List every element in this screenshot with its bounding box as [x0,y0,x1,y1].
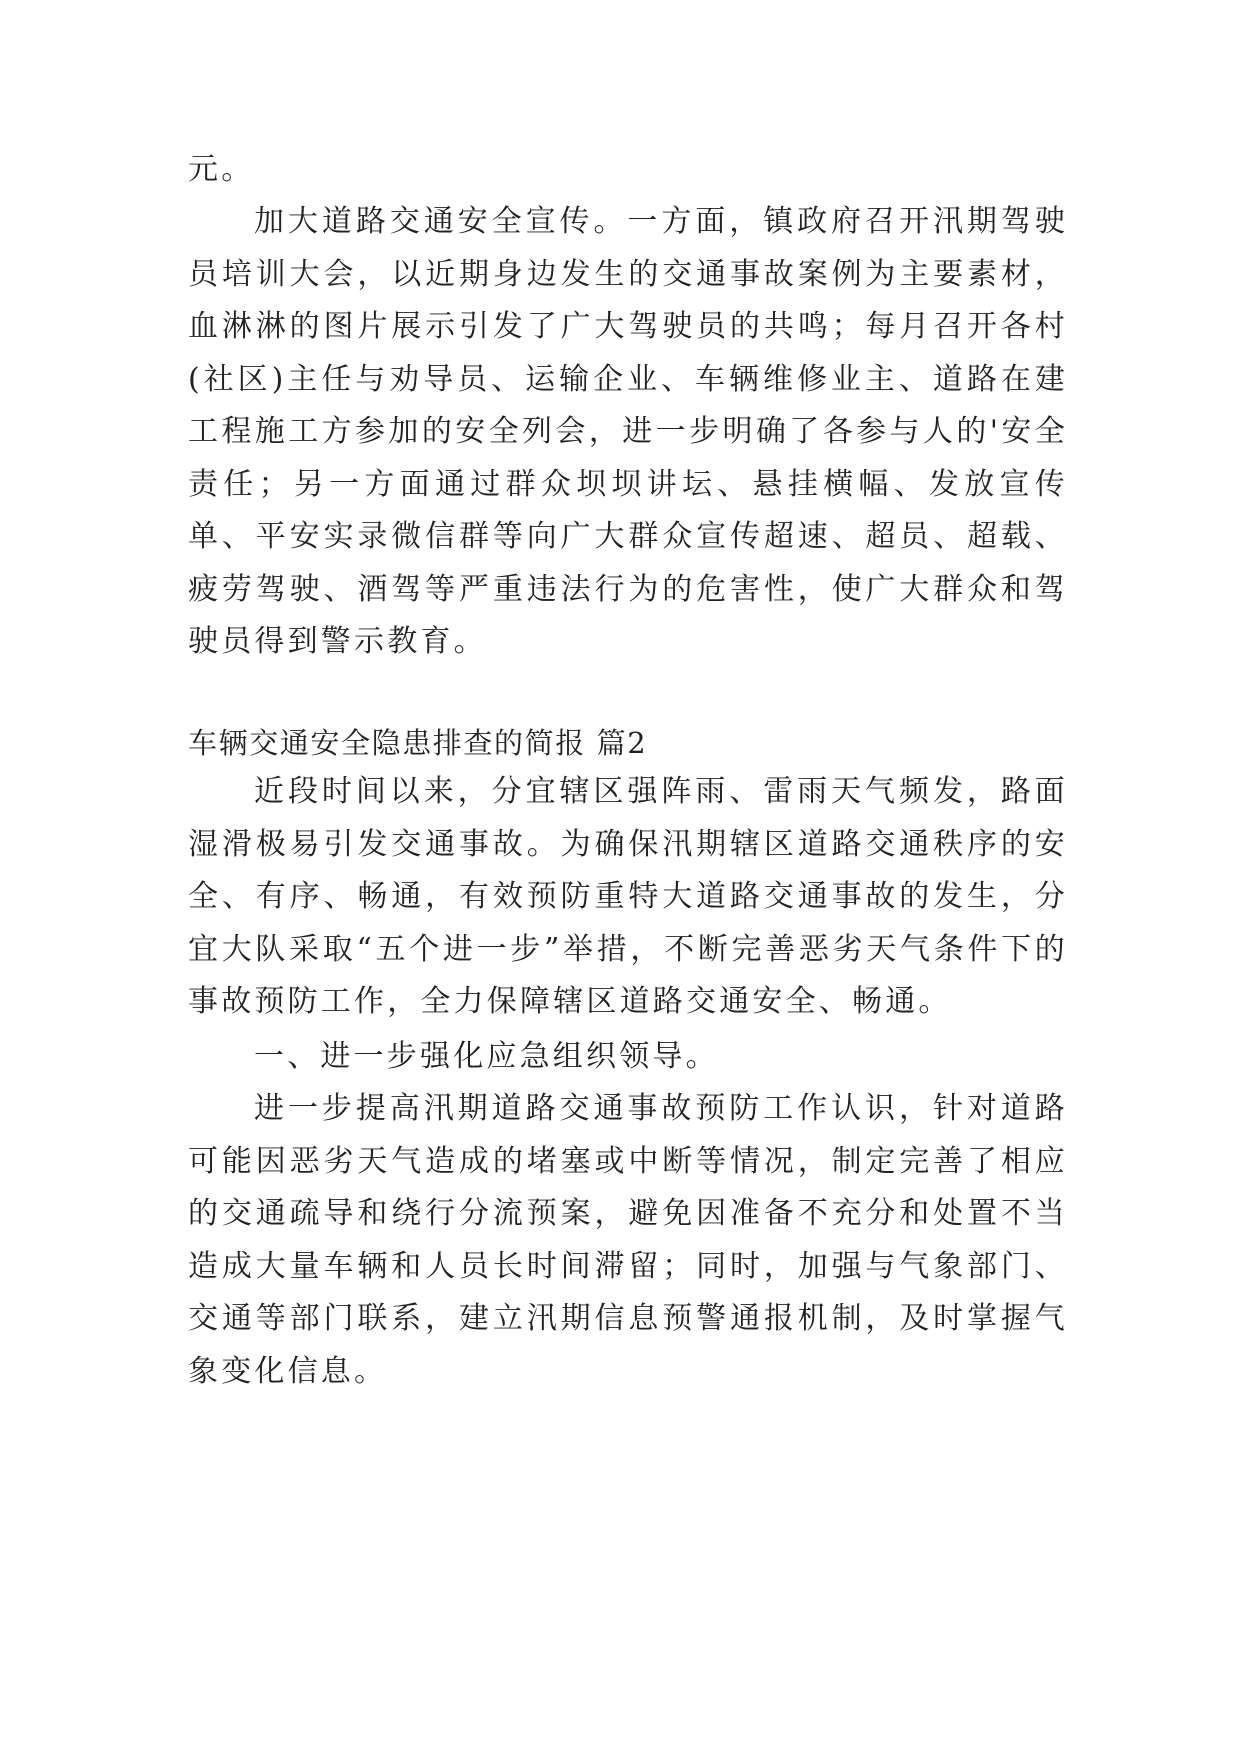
paragraph-continuation: 元。 [188,152,255,187]
paragraph-item-one-body: 进一步提高汛期道路交通事故预防工作认识，针对道路可能因恶劣天气造成的堵塞或中断等情况，制定完善了相应的交通疏导和绕行分流预案，避免因准备不充分和处置不当造成大量车辆和人员长时间滞留；同时，加强与气象部门、交通等部门联系，建立汛期信息预警通报机制，及时掌握气象变化信息。 [188,1091,1068,1389]
paragraph-item-one-title: 一、进一步强化应急组织领导。 [254,1039,719,1074]
paragraph-intro: 近段时间以来，分宜辖区强阵雨、雷雨天气频发，路面湿滑极易引发交通事故。为确保汛期辖区道路交通秩序的安全、有序、畅通，有效预防重特大道路交通事故的发生，分宜大队采取“五个进一步”举措，不断完善恶劣天气条件下的事故预防工作，全力保障辖区道路交通安全、畅通。 [188,774,1068,1019]
paragraph-traffic-safety-publicity: 加大道路交通安全宣传。一方面，镇政府召开汛期驾驶员培训大会，以近期身边发生的交通事故案例为主要素材，血淋淋的图片展示引发了广大驾驶员的共鸣；每月召开各村(社区)主任与劝导员、运输企业、车辆维修业主、道路在建工程施工方参加的安全列会，进一步明确了各参与人的'安全责任；另一方面通过群众坝坝讲坛、悬挂横幅、发放宣传单、平安实录微信群等向广大群众宣传超速、超员、超载、疲劳驾驶、酒驾等严重违法行为的危害性，使广大群众和驾驶员得到警示教育。 [188,204,1068,659]
section-heading: 车辆交通安全隐患排查的简报 篇2 [188,726,648,760]
